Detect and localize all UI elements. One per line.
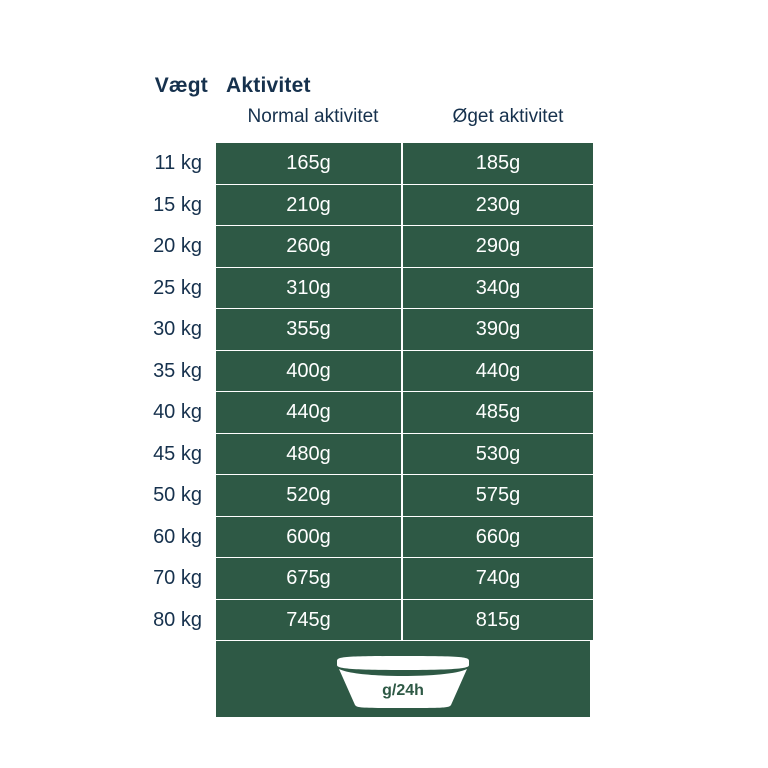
table-row — [108, 392, 593, 434]
increased-activity-cell: 290g — [403, 226, 593, 268]
normal-activity-cell: 355g — [216, 309, 402, 351]
column-group-header-activity: Aktivitet — [226, 74, 311, 97]
increased-activity-cell: 660g — [403, 517, 593, 559]
table-row — [108, 351, 593, 393]
increased-activity-cell: 815g — [403, 600, 593, 642]
normal-activity-cell: 260g — [216, 226, 402, 268]
weight-cell: 25 kg — [153, 276, 202, 299]
table-row — [108, 143, 593, 185]
column-header-increased-activity: Øget aktivitet — [452, 106, 564, 127]
normal-activity-cell: 400g — [216, 351, 402, 393]
table-row — [108, 434, 593, 476]
increased-activity-cell: 230g — [403, 185, 593, 227]
weight-cell: 80 kg — [153, 608, 202, 631]
weight-cell: 40 kg — [153, 401, 202, 423]
increased-activity-cell: 740g — [403, 558, 593, 600]
increased-activity-cell: 530g — [403, 434, 593, 476]
table-row — [108, 475, 593, 517]
increased-activity-cell: 575g — [403, 475, 593, 517]
normal-activity-cell: 520g — [216, 475, 402, 517]
table-row — [108, 600, 593, 642]
normal-activity-cell: 440g — [216, 392, 402, 434]
table-row — [108, 309, 593, 351]
table-row — [108, 517, 593, 559]
table-header — [108, 66, 608, 136]
normal-activity-cell: 310g — [216, 268, 402, 310]
table-row — [108, 558, 593, 600]
table-row — [108, 185, 593, 227]
table-body — [108, 143, 593, 641]
weight-cell: 50 kg — [153, 484, 202, 506]
bowl-label: g/24h — [382, 682, 424, 699]
weight-cell: 35 kg — [153, 359, 202, 382]
table-row — [108, 226, 593, 268]
normal-activity-cell: 480g — [216, 434, 402, 476]
weight-cell: 45 kg — [153, 442, 202, 465]
column-header-normal-activity: Normal aktivitet — [247, 106, 379, 127]
column-header-weight: Vægt — [154, 74, 208, 97]
weight-cell: 60 kg — [153, 525, 202, 548]
increased-activity-cell: 185g — [403, 143, 593, 185]
weight-cell: 30 kg — [153, 318, 202, 340]
weight-cell: 20 kg — [153, 235, 202, 257]
weight-cell: 70 kg — [153, 567, 202, 589]
normal-activity-cell: 210g — [216, 185, 402, 227]
increased-activity-cell: 340g — [403, 268, 593, 310]
increased-activity-cell: 440g — [403, 351, 593, 393]
weight-cell: 15 kg — [153, 193, 202, 216]
bowl-footer — [216, 641, 590, 717]
increased-activity-cell: 390g — [403, 309, 593, 351]
normal-activity-cell: 600g — [216, 517, 402, 559]
increased-activity-cell: 485g — [403, 392, 593, 434]
table-row — [108, 268, 593, 310]
normal-activity-cell: 675g — [216, 558, 402, 600]
normal-activity-cell: 745g — [216, 600, 402, 642]
weight-cell: 11 kg — [154, 152, 202, 174]
normal-activity-cell: 165g — [216, 143, 402, 185]
